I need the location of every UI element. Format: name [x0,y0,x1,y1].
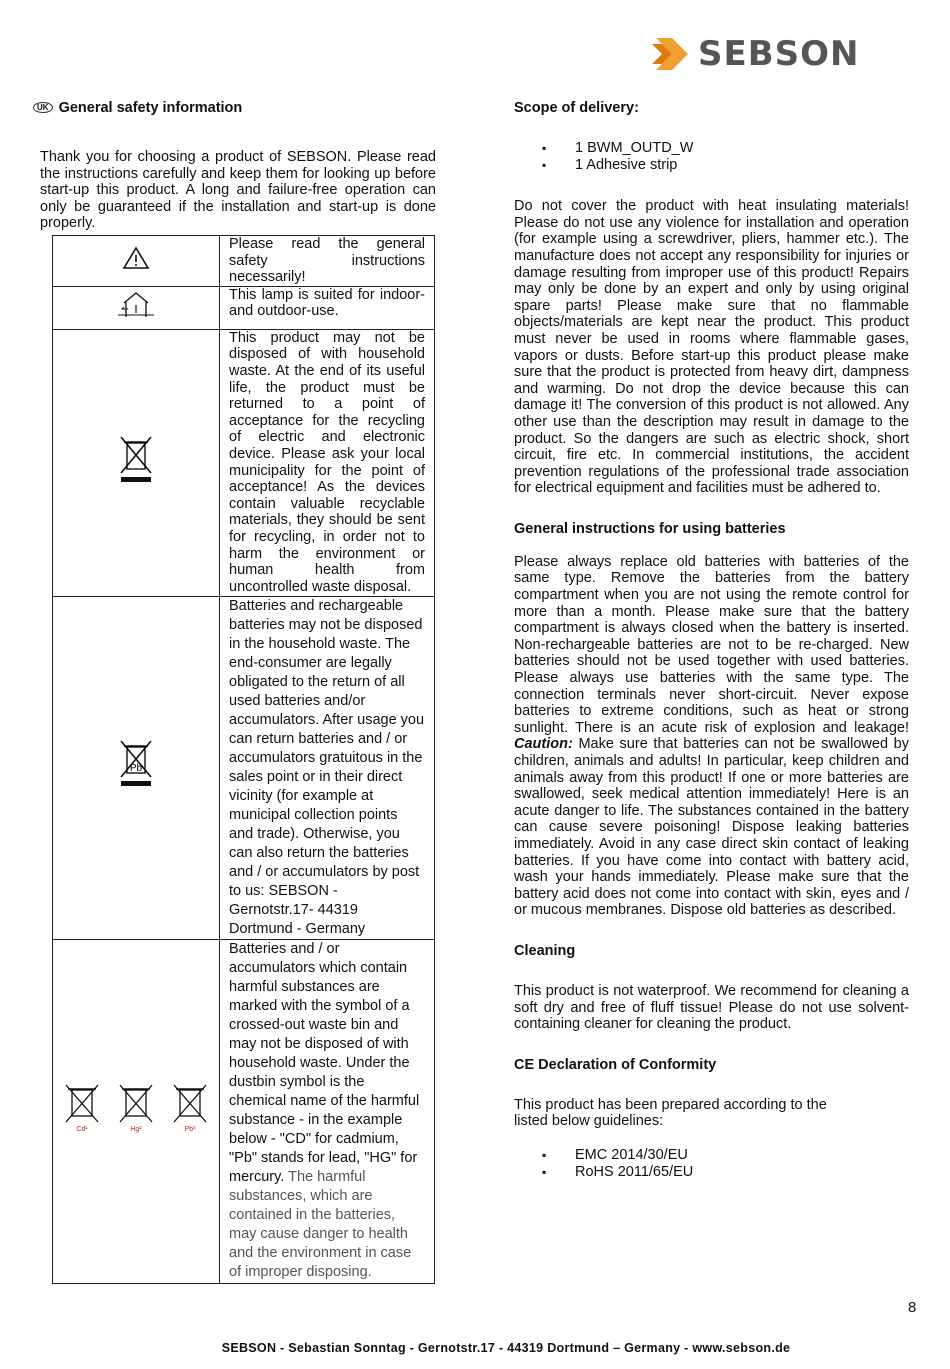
ce-guidelines-list [514,1147,909,1180]
indoor-outdoor-house-icon [53,286,220,329]
caution-label: Caution: [514,736,573,753]
list-item: ▪ 1 BWM_OUTD_W [514,140,909,157]
table-row [53,236,435,287]
warning-paragraph: Do not cover the product with heat insulating materials! Please do not use any violence for installation and operation (for example using a screwdriver, pliers, hammer etc.). The manufacture does not accept any responsibility for injuries or damage resulting from improper use of this product! Repairs may only be done by an expert and only by using original spare parts! Please make sure that no flammable objects/materials are kept near the product. This product must never be used in rooms where flammable gases, vapors or dusts. Before start-up this product please make sure that the product is protected from heavy dirt, dampness and warming. Do not drop the device because this can damage it! The conversion of this product is not allowed. Any other use than the description may result in damage to the product. So the dangers are such as electric shock, short circuit, fire etc. In commercial institutions, the accident prevention regulations of the professional trade association for electrical equipment and facilities must be adhered to. [514,198,909,497]
sebson-logo [652,34,859,74]
safety-symbols-table [52,235,435,1284]
table-text-cell: This lamp is suited for indoor- and outdoor-use. [220,286,435,329]
table-text-cell: Please read the general safety instructions necessarily! [220,236,435,287]
safety-heading-text: General safety information [58,100,243,116]
table-row [53,329,435,596]
harmful-substances-text: Batteries and / or accumulators which contain harmful substances are marked with the symbol of a crossed-out waste bin and may not be disposed of with household waste. Under the dustbin symbol is the chemical name of the harmful substance - in the example below - "CD" for cadmium, "Pb" stands for lead, "HG" for mercury. [229,940,420,1185]
uk-badge-icon: UK [33,102,53,113]
left-column [37,100,436,232]
crossed-out-bins-cd-hg-pb-icon [53,939,220,1283]
intro-paragraph: Thank you for choosing a product of SEBSON. Please read the instructions carefully and keep them for looking up before start-up this product. A long and failure-free operation can only be guaranteed if the installation and start-up is done properly. [40,149,436,232]
table-row [53,596,435,939]
scope-heading: Scope of delivery: [514,100,639,116]
batteries-text-a: Please always replace old batteries with batteries of the same type. Remove the batteries from the battery compartment when you are not using the remote control for more than a month. Please make sure that the battery compartment is always closed when the battery is inserted. Non-rechargeable batteries are not to be re-charged. New batteries should not be used together with used batteries. Please always use batteries with the same type. The connection terminals never short-circuit. Never expose batteries to extreme conditions, such as heat or strong sunlight. There is an acute risk of explosion and leakage! [514,553,909,736]
page-footer: SEBSON - Sebastian Sonntag - Gernotstr.17 - 44319 Dortmund – Germany - www.sebson.de [221,1341,791,1355]
batteries-paragraph [514,554,909,919]
batteries-heading: General instructions for using batteries [514,520,786,537]
warning-triangle-icon [53,236,220,287]
crossed-out-bin-icon [53,329,220,596]
right-column [514,100,909,1180]
cleaning-heading: Cleaning [514,942,576,959]
list-item: ▪ 1 Adhesive strip [514,157,909,174]
bin-label-pb: Pb³ [184,1125,196,1133]
table-text-cell: This product may not be disposed of with household waste. At the end of its useful life, the product must be returned to a point of acceptance for the recycling of electric and electronic device. Please ask your local municipality for the point of acceptance! As the devices contain valuable recyclable materials, they should be sent for recycling, in order not to harm the environment or human health from uncontrolled waste disposal. [220,329,435,596]
safety-heading [33,100,436,116]
bin-label-hg: Hg² [130,1125,142,1133]
bin-chem-label: Pb [129,763,143,775]
batteries-text-b: Make sure that batteries can not be swallowed by children, animals and adults! In particular, keep children and animals away from this product! If one or more batteries are swallowed, seek medical attention immediately! Here is an acute danger to life. The substances contained in the battery can cause severe poisoning! Dispose leaking batteries immediately. Avoid in any case direct skin contact of leaking batteries. If you have come into contact with battery acid, wash your hands immediately. Please make sure that the battery acid does not come into contact with skin, eyes and / or mucous membranes. Dispose old batteries as described. [514,736,909,919]
ce-paragraph [514,1097,909,1130]
bin-label-cd: Cd¹ [76,1125,88,1133]
table-row [53,286,435,329]
chevron-logo-icon [652,36,692,72]
table-text-cell [220,939,435,1283]
ce-heading: CE Declaration of Conformity [514,1056,717,1073]
list-item: ▪ EMC 2014/30/EU [514,1147,909,1164]
logo-text: SEBSON [698,34,860,74]
page-number: 8 [908,1299,917,1316]
cleaning-paragraph: This product is not waterproof. We recommend for cleaning a soft dry and free of fluff tissue! Please do not use solvent-containing cleaner for cleaning the product. [514,982,909,1033]
scope-list [514,140,909,173]
ce-text-line-1: This product has been prepared according to the [514,1096,827,1113]
harmful-substances-grey-text: The harmful substances, which are contained in the batteries, may cause danger to health and the environment in case of improper disposing. [229,1168,412,1280]
ce-text-line-2: listed below guidelines: [514,1113,664,1130]
crossed-out-bin-pb-icon [53,596,220,939]
table-text-cell: Batteries and rechargeable batteries may not be disposed in the household waste. The end-consumer are legally obligated to the return of all used batteries and/or accumulators. After usage you can return batteries and / or accumulators gratuitous in the sales point or in their direct vicinity (for example at municipal collection points and trade). Otherwise, you can also return the batteries and / or accumulators by post to us: SEBSON - Gernotstr.17- 44319 Dortmund - Germany [220,596,435,939]
table-row [53,939,435,1283]
list-item: ▪ RoHS 2011/65/EU [514,1164,909,1181]
